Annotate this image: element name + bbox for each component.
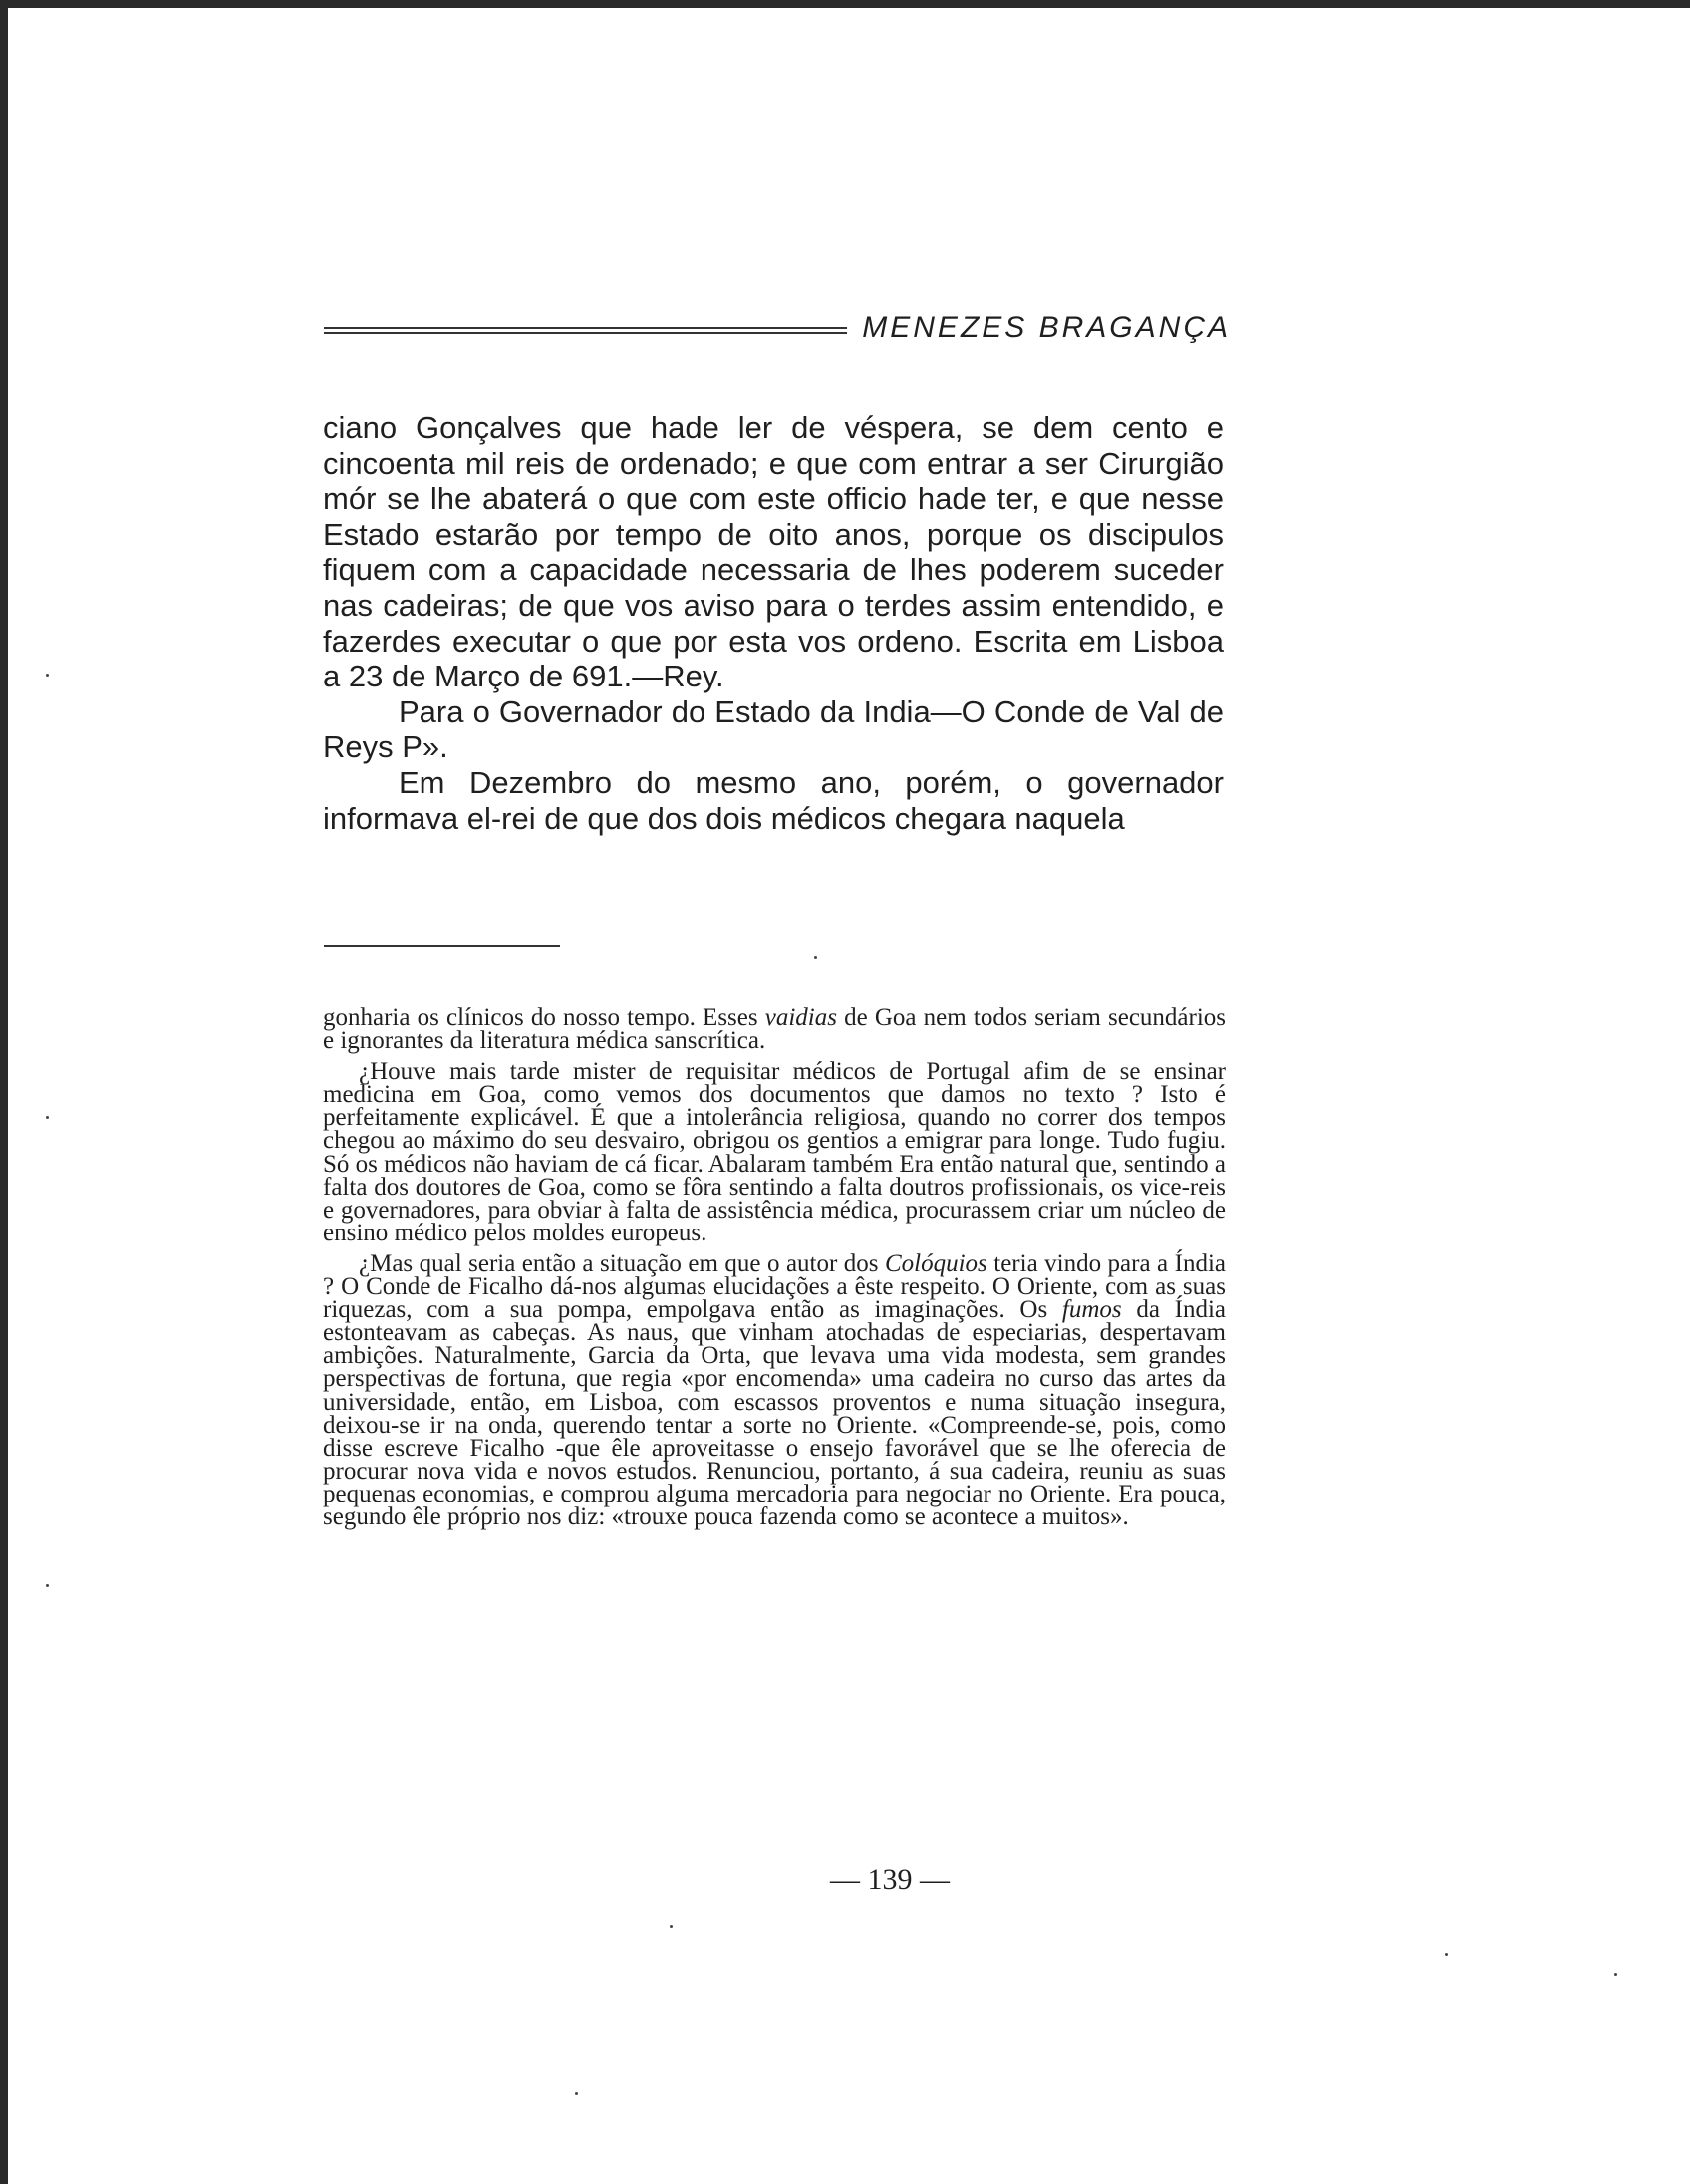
footnote-italic-term: fumos (1061, 1296, 1122, 1324)
scan-speck (46, 1116, 49, 1119)
body-paragraph-1: ciano Gonçalves que hade ler de véspera, se dem cento e cincoenta mil reis de ordenado; e que com entrar a ser Cirurgião mór se lhe abaterá o que com este officio hade ter, e que nesse Estado estarão por tempo de oito anos, porque os discipulos fiquem com a capacidade necessaria de lhes poderem suceder nas cadeiras; de que vos aviso para o terdes assim entendido, e fazerdes executar o que por esta vos ordeno. Escrita em Lisboa a 23 de Março de 691.—Rey. (323, 410, 1224, 694)
footnote-text: teria vindo para a Índia ? O Conde de Ficalho dá-nos algumas elucidações a êste respeito. O Oriente, com as suas riquezas, com a sua pompa, empolgava então as imaginações. Os (323, 1249, 1226, 1324)
scan-speck (46, 1584, 49, 1587)
footnote-text: da Índia estonteavam as cabeças. As naus, que vinham atochadas de especiarias, despertavam ambições. Naturalmente, Garcia da Orta, que levava uma vida modesta, sem grandes perspectivas de fortuna, que regia «por encomenda» uma cadeira no curso das artes da universidade, então, em Lisboa, com escassos proventos e numa situação insegura, deixou-se ir na onda, querendo tentar a sorte no Oriente. «Compreende-se, pois, como disse escreve Ficalho -que êle aproveitasse o ensejo favorável que se lhe oferecia de procurar nova vida e novos estudos. Renunciou, portanto, á sua cadeira, reuniu as suas pequenas economias, e comprou alguma mercadoria para negociar no Oriente. Era pouca, segundo êle próprio nos diz: «trouxe pouca fazenda como se acontece a muitos». (323, 1296, 1226, 1530)
footnote (323, 1006, 1226, 1536)
scan-border-top (0, 0, 1690, 8)
scan-speck (1445, 1953, 1448, 1956)
main-text (323, 410, 1224, 836)
body-paragraph-2: Para o Governador do Estado da India—O Conde de Val de Reys P». (323, 693, 1224, 765)
footnote-paragraph-2: ¿Houve mais tarde mister de requisitar médicos de Portugal afim de se ensinar medicina em Goa, como vemos dos documentos que damos no texto ? Isto é perfeitamente explicável. É que a intolerância religiosa, quando no correr dos tempos chegou ao máximo do seu desvairo, obrigou os gentios a emigrar para longe. Tudo fugiu. Só os médicos não haviam de cá ficar. Abalaram também Era então natural que, sentindo a falta dos doutores de Goa, como se fôra sentindo a falta doutros profissionais, os vice-reis e governadores, para obviar à falta de assistência médica, procurassem criar um núcleo de ensino médico pelos moldes europeus. (323, 1058, 1226, 1246)
scan-speck (814, 956, 817, 959)
footnote-italic-title: Colóquios (884, 1249, 987, 1277)
footnote-paragraph-1 (323, 1004, 1227, 1055)
footnote-rule (324, 945, 560, 947)
scan-speck (46, 674, 49, 677)
footnote-italic-term: vaidias (764, 1004, 837, 1031)
footnote-text: gonharia os clínicos do nosso tempo. Esses (323, 1004, 765, 1031)
footnote-paragraph-3 (323, 1249, 1226, 1530)
footnote-text: de Goa nem todos seriam secundários e ignorantes da literatura médica sanscrítica. (323, 1004, 1227, 1055)
scan-speck (1614, 1973, 1617, 1976)
page-number: — 139 — (830, 1863, 950, 1896)
scan-border-left (0, 0, 8, 2184)
scan-speck (670, 1925, 673, 1928)
header-rule (324, 327, 847, 337)
running-head: MENEZES BRAGANÇA (862, 311, 1231, 344)
scan-speck (575, 2092, 578, 2095)
body-paragraph-3: Em Dezembro do mesmo ano, porém, o governador informava el-rei de que dos dois médicos chegara naquela (323, 764, 1224, 836)
footnote-text: ¿Mas qual seria então a situação em que o autor dos (359, 1249, 885, 1277)
